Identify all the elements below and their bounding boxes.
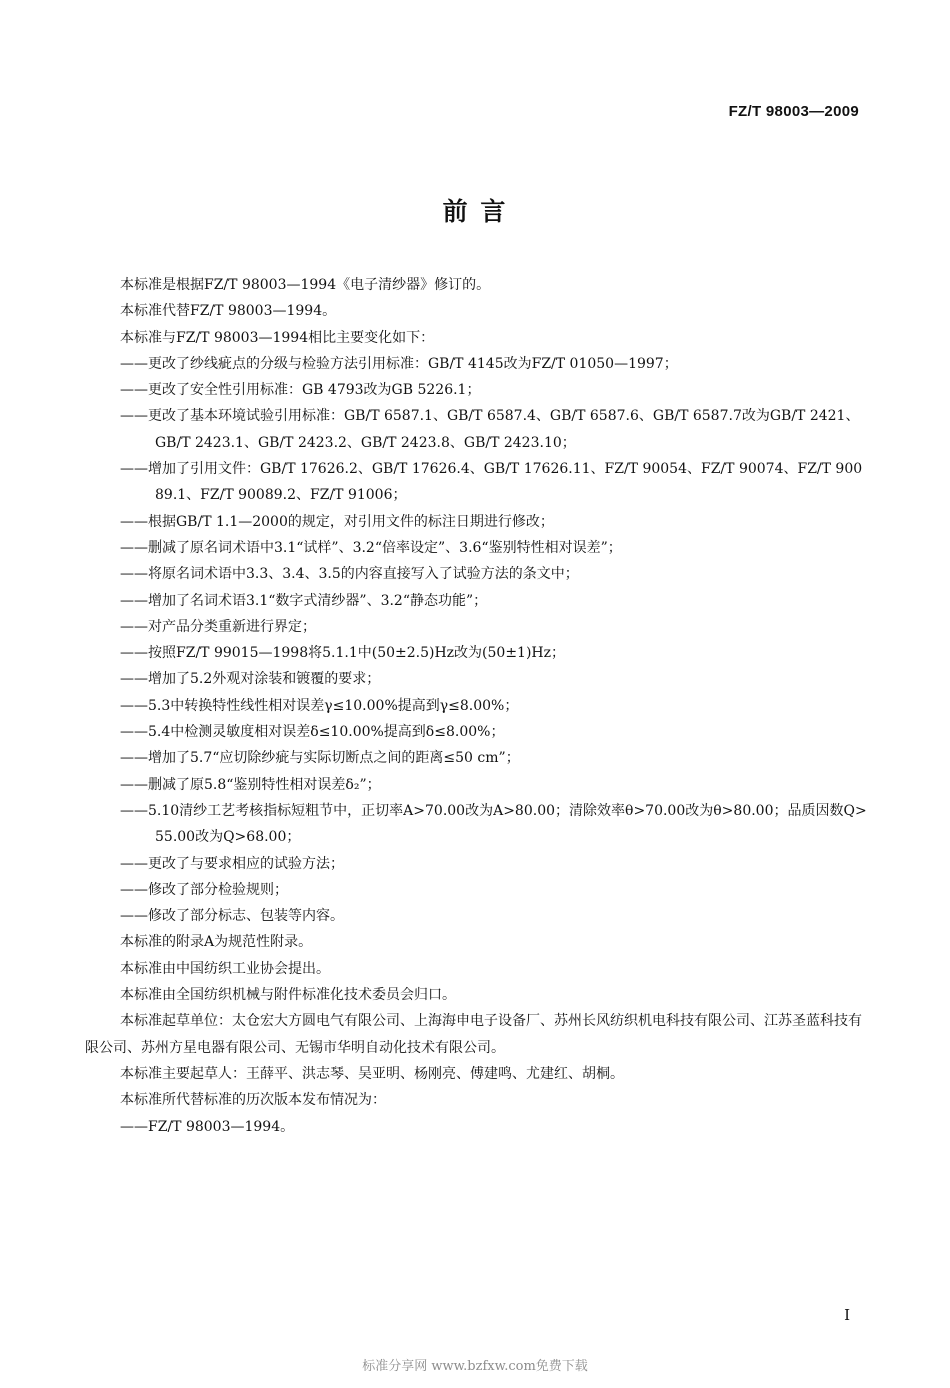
change-item: ——5.4中检测灵敏度相对误差δ≤10.00%提高到δ≤8.00%； bbox=[120, 724, 505, 741]
page-title: 前 言 bbox=[442, 197, 508, 226]
page-number: I bbox=[844, 1306, 850, 1324]
change-item: ——更改了安全性引用标准：GB 4793改为GB 5226.1； bbox=[120, 382, 481, 399]
change-item: ——根据GB/T 1.1—2000的规定，对引用文件的标注日期进行修改； bbox=[120, 513, 554, 530]
intro-paragraph: 本标准与FZ/T 98003—1994相比主要变化如下： bbox=[120, 329, 435, 346]
change-item: ——更改了纱线疵点的分级与检验方法引用标准：GB/T 4145改为FZ/T 01050—1997； bbox=[120, 355, 678, 372]
standard-code: FZ/T 98003—2009 bbox=[728, 103, 859, 120]
change-item: ——增加了5.7“应切除纱疵与实际切断点之间的距离≤50 cm”； bbox=[120, 750, 520, 767]
footer-watermark: 标准分享网 www.bzfxw.com免费下载 bbox=[362, 1359, 588, 1374]
closing-paragraph: 本标准所代替标准的历次版本发布情况为： bbox=[120, 1092, 386, 1109]
closing-paragraph: 本标准由中国纺织工业协会提出。 bbox=[120, 960, 330, 977]
change-item: ——将原名词术语中3.3、3.4、3.5的内容直接写入了试验方法的条文中； bbox=[120, 566, 579, 583]
change-item: ——5.3中转换特性线性相对误差γ≤10.00%提高到γ≤8.00%； bbox=[120, 697, 519, 714]
change-item: ——增加了引用文件：GB/T 17626.2、GB/T 17626.4、GB/T 17626.11、FZ/T 90054、FZ/T 90074、FZ/T 90089.1、FZ/T 90089.2、FZ/T 91006； bbox=[120, 461, 863, 504]
change-item: ——对产品分类重新进行界定； bbox=[120, 618, 316, 635]
change-item: ——删减了原5.8“鉴别特性相对误差δ₂”； bbox=[120, 776, 381, 793]
foreword-body bbox=[85, 272, 867, 1140]
history-item: ——FZ/T 98003—1994。 bbox=[120, 1118, 295, 1135]
change-item: ——修改了部分检验规则； bbox=[120, 881, 288, 898]
change-item: ——更改了与要求相应的试验方法； bbox=[120, 855, 344, 872]
intro-paragraph: 本标准是根据FZ/T 98003—1994《电子清纱器》修订的。 bbox=[120, 277, 491, 293]
drafting-units: 本标准起草单位：太仓宏大方圆电气有限公司、上海海申电子设备厂、苏州长风纺织机电科技有限公司、江苏圣蓝科技有限公司、苏州方星电器有限公司、无锡市华明自动化技术有限公司。 bbox=[85, 1013, 862, 1056]
change-item: ——5.10清纱工艺考核指标短粗节中，正切率A>70.00改为A>80.00；清除效率θ>70.00改为θ>80.00；品质因数Q>55.00改为Q>68.00； bbox=[120, 802, 867, 846]
change-item: ——增加了5.2外观对涂装和镀覆的要求； bbox=[120, 671, 381, 688]
change-item: ——修改了部分标志、包装等内容。 bbox=[120, 908, 344, 925]
change-item: ——按照FZ/T 99015—1998将5.1.1中(50±2.5)Hz改为(50±1)Hz； bbox=[120, 645, 566, 662]
drafters: 本标准主要起草人：王薛平、洪志琴、吴亚明、杨刚亮、傅建鸣、尤建红、胡桐。 bbox=[120, 1065, 624, 1082]
closing-paragraph: 本标准的附录A为规范性附录。 bbox=[120, 934, 313, 951]
change-item: ——删减了原名词术语中3.1“试样”、3.2“倍率设定”、3.6“鉴别特性相对误差”； bbox=[120, 539, 622, 556]
change-item: ——更改了基本环境试验引用标准：GB/T 6587.1、GB/T 6587.4、GB/T 6587.6、GB/T 6587.7改为GB/T 2421、GB/T 2423.1、GB/T 2423.2、GB/T 2423.8、GB/T 2423.10； bbox=[120, 408, 860, 451]
closing-paragraph: 本标准由全国纺织机械与附件标准化技术委员会归口。 bbox=[120, 987, 456, 1004]
intro-paragraph: 本标准代替FZ/T 98003—1994。 bbox=[120, 303, 337, 320]
change-item: ——增加了名词术语3.1“数字式清纱器”、3.2“静态功能”； bbox=[120, 592, 488, 609]
